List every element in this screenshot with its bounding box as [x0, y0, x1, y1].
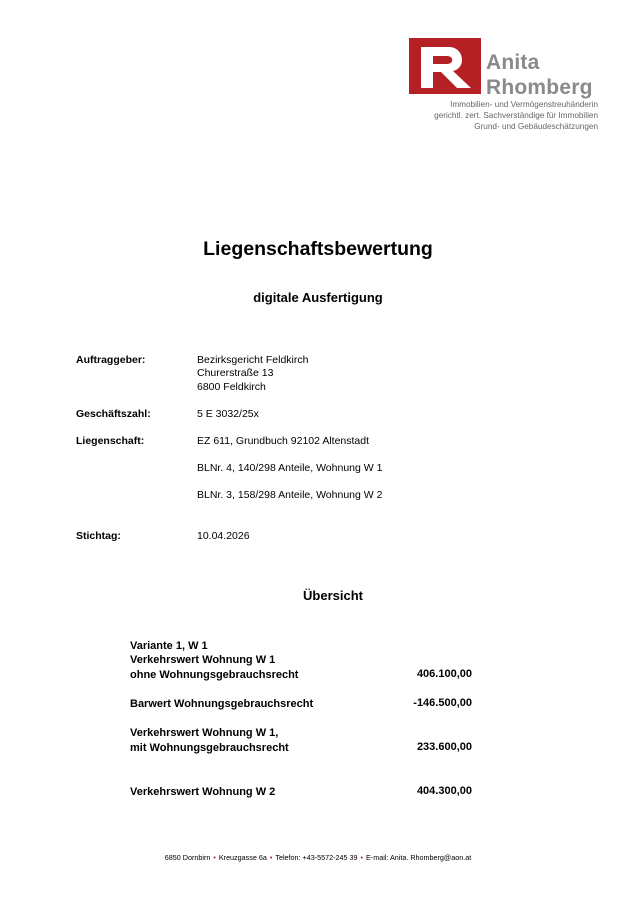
row2-line1: Barwert Wohnungsgebrauchsrecht — [130, 698, 314, 710]
page-footer — [0, 853, 636, 862]
footer-phone: Telefon: +43-5572-245 39 — [275, 853, 358, 862]
stichtag-value: 10.04.2026 — [197, 530, 250, 542]
row3-amount: 233.600,00 — [416, 741, 472, 753]
footer-separator: • — [213, 853, 216, 862]
geschaeftszahl-value: 5 E 3032/25x — [197, 408, 259, 420]
row1-line2: ohne Wohnungsgebrauchsrecht — [130, 669, 299, 681]
auftraggeber-city: 6800 Feldkirch — [197, 381, 266, 393]
row3-line1: Verkehrswert Wohnung W 1, — [130, 727, 279, 739]
liegenschaft-ez: EZ 611, Grundbuch 92102 Altenstadt — [197, 435, 370, 447]
stichtag-label: Stichtag: — [76, 530, 121, 542]
document-title: Liegenschaftsbewertung — [203, 238, 433, 260]
logo-name-first: Anita — [486, 51, 540, 74]
auftraggeber-name: Bezirksgericht Feldkirch — [197, 354, 309, 366]
row1-amount: 406.100,00 — [416, 668, 472, 680]
row4-amount: 404.300,00 — [416, 785, 472, 797]
liegenschaft-label: Liegenschaft: — [76, 435, 145, 447]
document-subtitle: digitale Ausfertigung — [253, 290, 383, 305]
liegenschaft-w2: BLNr. 3, 158/298 Anteile, Wohnung W 2 — [197, 489, 383, 501]
footer-email[interactable]: E-mail: Anita. Rhomberg@aon.at — [366, 853, 472, 862]
logo-tagline-1: Immobilien- und Vermögenstreuhänderin — [450, 100, 598, 109]
footer-address: 6850 Dornbirn — [164, 853, 211, 862]
company-logo-icon — [409, 38, 481, 94]
logo-name-last: Rhomberg — [486, 76, 593, 99]
liegenschaft-w1: BLNr. 4, 140/298 Anteile, Wohnung W 1 — [197, 462, 383, 474]
auftraggeber-label: Auftraggeber: — [76, 354, 146, 366]
row4-line1: Verkehrswert Wohnung W 2 — [130, 786, 276, 798]
row1-line1: Verkehrswert Wohnung W 1 — [130, 654, 276, 666]
variant-label: Variante 1, W 1 — [130, 640, 208, 652]
overview-heading: Übersicht — [303, 588, 363, 603]
logo-tagline-3: Grund- und Gebäudeschätzungen — [474, 122, 598, 131]
footer-separator: • — [269, 853, 273, 862]
row3-line2: mit Wohnungsgebrauchsrecht — [130, 742, 289, 754]
auftraggeber-street: Churerstraße 13 — [197, 367, 274, 379]
footer-separator: • — [360, 853, 364, 862]
footer-street: Kreuzgasse 6a — [218, 853, 267, 862]
logo-tagline-2: gerichtl. zert. Sachverständige für Immobilien — [434, 111, 598, 120]
row2-amount: -146.500,00 — [413, 697, 472, 709]
geschaeftszahl-label: Geschäftszahl: — [76, 408, 151, 420]
